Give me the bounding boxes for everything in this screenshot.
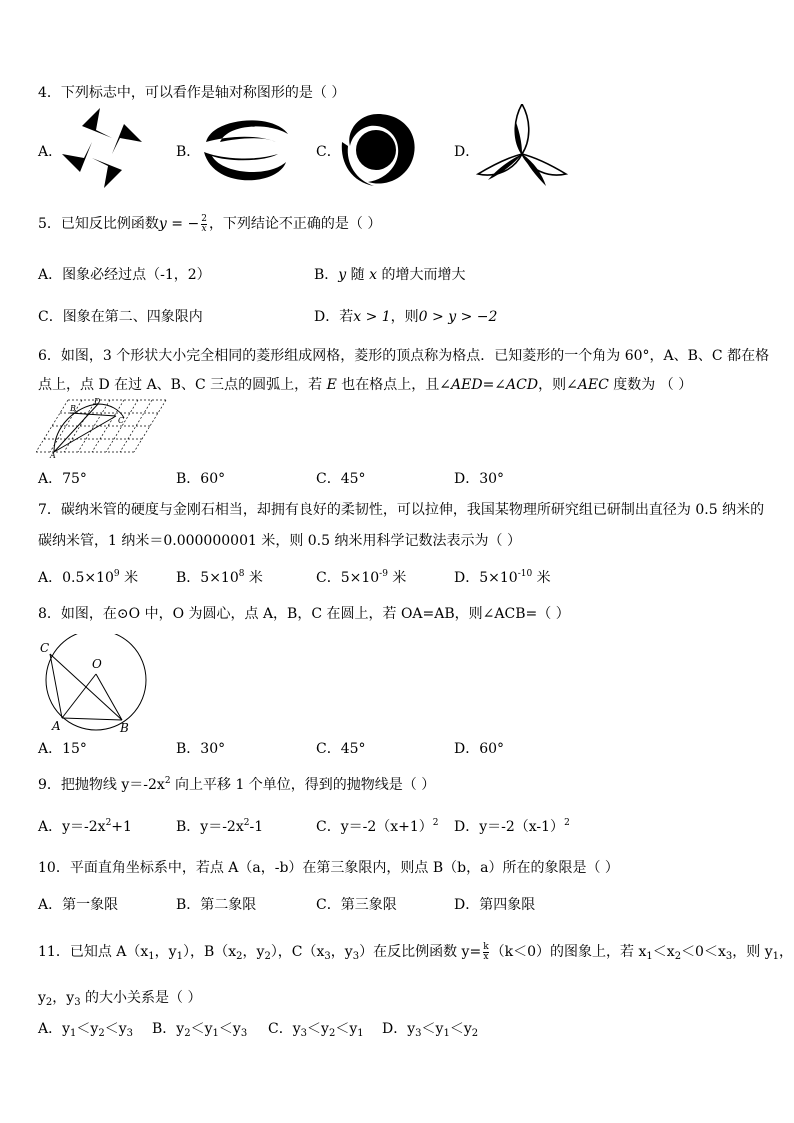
q7-line1: 7．碳纳米管的硬度与金刚石相当，却拥有良好的柔韧性，可以拉伸，我国某物理所研究组已研制出直径为 0.5 纳米的 — [38, 502, 765, 518]
q4-logo-a-icon — [60, 108, 142, 188]
q8-label-b: B — [120, 721, 129, 734]
q8-circle-figure — [36, 634, 152, 734]
q9-option-b: B．$y=-2x^2-1$ — [176, 818, 264, 835]
q7-option-b: B．$5\times 10^8$ 米 — [176, 569, 263, 586]
q8-label-o: O — [92, 657, 102, 671]
q4-logo-b-icon — [198, 112, 294, 188]
q4-option-d-label: D． — [454, 144, 480, 160]
q4-logo-d-icon — [476, 104, 568, 188]
q7-option-d: D．$5\times 10^{-10}$ 米 — [454, 569, 551, 586]
q6-rhombus-grid-figure — [36, 396, 168, 458]
q7-option-c: C．$5\times 10^{-9}$ 米 — [316, 569, 407, 586]
q11-option-c: C．$y_3<y_2<y_1$ — [268, 1021, 364, 1039]
q5-option-d: D．若x > 1，则0 > y > −2 — [314, 309, 498, 325]
q11-option-a: A．$y_1<y_2<y_3$ — [38, 1021, 134, 1039]
q11-option-d: D．$y_3<y_1<y_2$ — [382, 1021, 479, 1039]
q4-option-a-label: A． — [38, 144, 63, 160]
q10-stem: 10．平面直角坐标系中，若点 A（a，-b）在第三象限内，则点 B（b，a）所在的象限是（ ） — [38, 860, 619, 876]
q6-line1: 6．如图，3 个形状大小完全相同的菱形组成网格，菱形的顶点称为格点．已知菱形的一个角为 60°，A、B、C 都在格 — [38, 348, 770, 364]
q4-stem: 4．下列标志中，可以看作是轴对称图形的是（ ） — [38, 85, 346, 101]
q8-option-d: D．60° — [454, 741, 505, 757]
q7-line2: 碳纳米管，1 纳米＝0.000000001 米，则 0.5 纳米用科学记数法表示为（ ） — [38, 533, 521, 549]
q9-stem: 9．把抛物线 $y=-2x^2$ 向上平移 1 个单位，得到的抛物线是（ ） — [38, 776, 436, 793]
q6-option-b: B．60° — [176, 471, 226, 487]
q9-option-a: A．$y=-2x^2+1$ — [38, 818, 132, 835]
q4-option-c-label: C． — [316, 144, 341, 160]
q7-option-a: A．$0.5\times 10^9$ 米 — [38, 569, 139, 586]
q9-option-d: D．$y=-2(x-1)^2$ — [454, 818, 570, 835]
q10-option-c: C．第三象限 — [316, 897, 397, 913]
q8-label-c: C — [40, 641, 50, 655]
q11-line2: $y_2$，$y_3$ 的大小关系是（ ） — [38, 990, 202, 1008]
q5-option-c: C．图象在第二、四象限内 — [38, 309, 203, 325]
q11-line1: 11．已知点 $A(x_1$，$y_1$），$B(x_2$，$y_2$），$C(x_3$，$y_3$）在反比例函数 y= $\frac{k}{x}$ （k＜0）的图象上，若 $x_1<x_2<0<x_3$，则 $y_1$， — [38, 941, 793, 962]
q6-line2: 点上，点 D 在过 A、B、C 三点的圆弧上，若 E 也在格点上，且∠AED=∠ACD，则∠AEC 度数为 （ ） — [38, 377, 693, 393]
q6-option-a: A．75° — [38, 471, 87, 487]
q6-label-b: B — [70, 404, 76, 413]
q4-option-b-label: B． — [176, 144, 201, 160]
q4-logo-c-icon — [338, 112, 418, 188]
q8-option-b: B．30° — [176, 741, 226, 757]
q5-stem: 5．已知反比例函数y = − $\frac{2}{x}$ ，下列结论不正确的是（ ） — [38, 213, 382, 234]
q10-option-d: D．第四象限 — [454, 897, 536, 913]
q6-label-d: D — [94, 397, 101, 406]
q8-label-a: A — [52, 719, 61, 733]
q5-option-b: B．y 随 x 的增大而增大 — [314, 267, 466, 283]
q8-option-c: C．45° — [316, 741, 366, 757]
q6-option-d: D．30° — [454, 471, 505, 487]
q10-option-b: B．第二象限 — [176, 897, 257, 913]
q8-stem: 8．如图，在⊙O 中，O 为圆心，点 A，B，C 在圆上，若 OA=AB，则∠ACB=（ ） — [38, 606, 570, 622]
q5-option-a: A．图象必经过点（-1，2） — [38, 267, 211, 283]
q6-option-c: C．45° — [316, 471, 366, 487]
q8-option-a: A．15° — [38, 741, 87, 757]
q11-option-b: B．$y_2<y_1<y_3$ — [152, 1021, 248, 1039]
q6-label-a: A — [50, 451, 56, 458]
q6-label-c: C — [118, 416, 125, 425]
q10-option-a: A．第一象限 — [38, 897, 119, 913]
q9-option-c: C．$y=-2(x+1)^2$ — [316, 818, 439, 835]
